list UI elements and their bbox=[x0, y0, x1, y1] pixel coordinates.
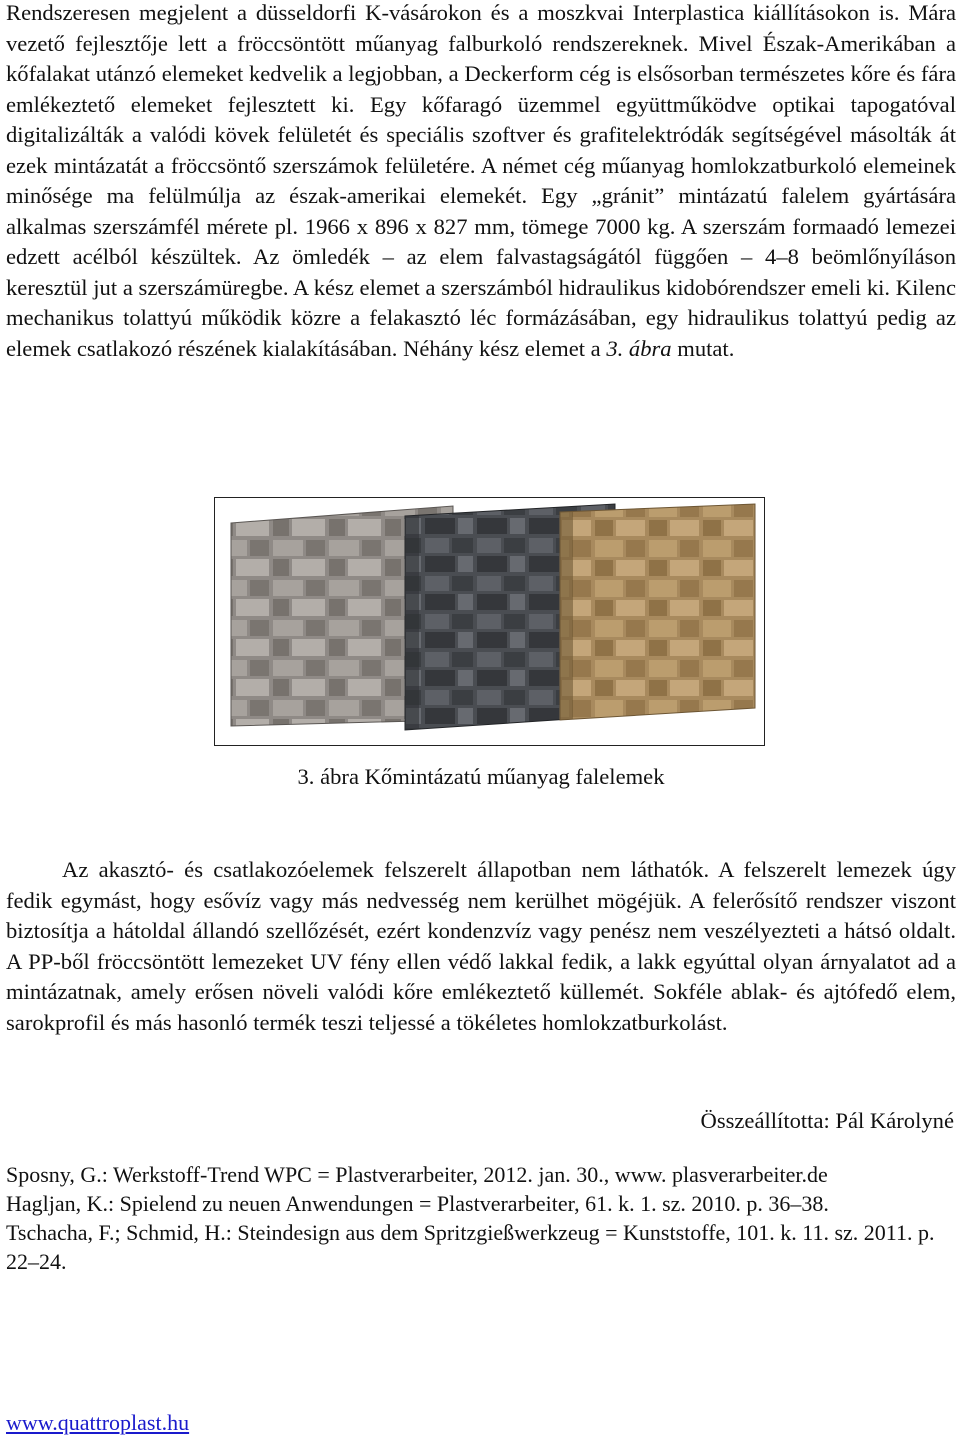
website-link[interactable]: www.quattroplast.hu bbox=[6, 1410, 190, 1435]
intro-paragraph bbox=[6, 0, 956, 364]
intro-end-text: mutat. bbox=[671, 335, 735, 361]
stone-panels-illustration bbox=[215, 498, 764, 745]
stone-panels-figure bbox=[214, 497, 765, 746]
reference-list bbox=[6, 1160, 956, 1276]
reference-item: Tschacha, F.; Schmid, H.: Steindesign aus dem Spritzgießwerkzeug = Kunststoffe, 101. k. 11. sz. 2011. p. 22–24. bbox=[6, 1220, 935, 1274]
author-line: Összeállította: Pál Károlyné bbox=[700, 1108, 954, 1133]
second-paragraph: Az akasztó- és csatlakozóelemek felszerelt állapotban nem láthatók. A felszerelt lemezek úgy fedik egymást, hogy esővíz vagy más nedvesség nem kerülhet mögéjük. A felerősítő rendszer viszont biztosítja a hátoldal állandó szellőzését, ezért kondenzvíz vagy penész nem veszélyezteti a hátsó oldalt. A PP-ből fröccsöntött lemezeket UV fény ellen védő lakkal fedik, a lakk egyúttal olyan árnyalatot ad a mintázatnak, amely erősen növeli valódi kőre emlékeztető küllemét. Sokféle ablak- és ajtófedő elem, sarokprofil és más hasonló termék teszi teljessé a tökéletes homlokzatburkolást. bbox=[6, 857, 956, 1035]
intro-text: Rendszeresen megjelent a düsseldorfi K-vásárokon és a moszkvai Interplastica kiállításokon is. Mára vezető fejlesztője lett a fröccsöntött műanyag falburkoló rendszereknek. Mivel Észak-Amerikában a kőfalakat utánzó elemeket kedvelik a legjobban, a Deckerform cég is elsősorban természetes kőre és fára emlékeztető elemeket fejlesztett ki. Egy kőfaragó üzemmel együttműködve optikai tapogatóval digitalizálták a valódi kövek felületét és speciális szoftver és grafitelektródák segítségével másolták át ezek mintázatát a fröccsöntő szerszámok felületére. A német cég műanyag homlokzatburkoló elemeinek minősége ma felülmúlja az észak-amerikai elemekét. Egy „gránit” mintázatú falelem gyártására alkalmas szerszámfél mérete pl. 1966 x 896 x 827 mm, tömege 7000 kg. A szerszám formaadó lemezei edzett acélból készültek. Az ömledék – az elem falvastagságától függően – 4–8 beömlőnyíláson keresztül jut a szerszámüregbe. A kész elemet a szerszámból hidraulikus kidobórendszer emeli ki. Kilenc mechanikus tolattyú működik közre a felakasztó léc formázásában, egy hidraulikus tolattyú pedig az elemek csatlakozó részének kialakításában. Néhány kész elemet a bbox=[6, 0, 956, 361]
figure-caption: 3. ábra Kőmintázatú műanyag falelemek bbox=[297, 764, 665, 789]
tan-stone-panel bbox=[560, 504, 755, 720]
reference-item: Hagljan, K.: Spielend zu neuen Anwendungen = Plastverarbeiter, 61. k. 1. sz. 2010. p. 36–38. bbox=[6, 1191, 829, 1216]
figure-reference: 3. ábra bbox=[606, 335, 672, 361]
reference-item: Sposny, G.: Werkstoff-Trend WPC = Plastverarbeiter, 2012. jan. 30., www. plasverarbeiter.de bbox=[6, 1162, 828, 1187]
